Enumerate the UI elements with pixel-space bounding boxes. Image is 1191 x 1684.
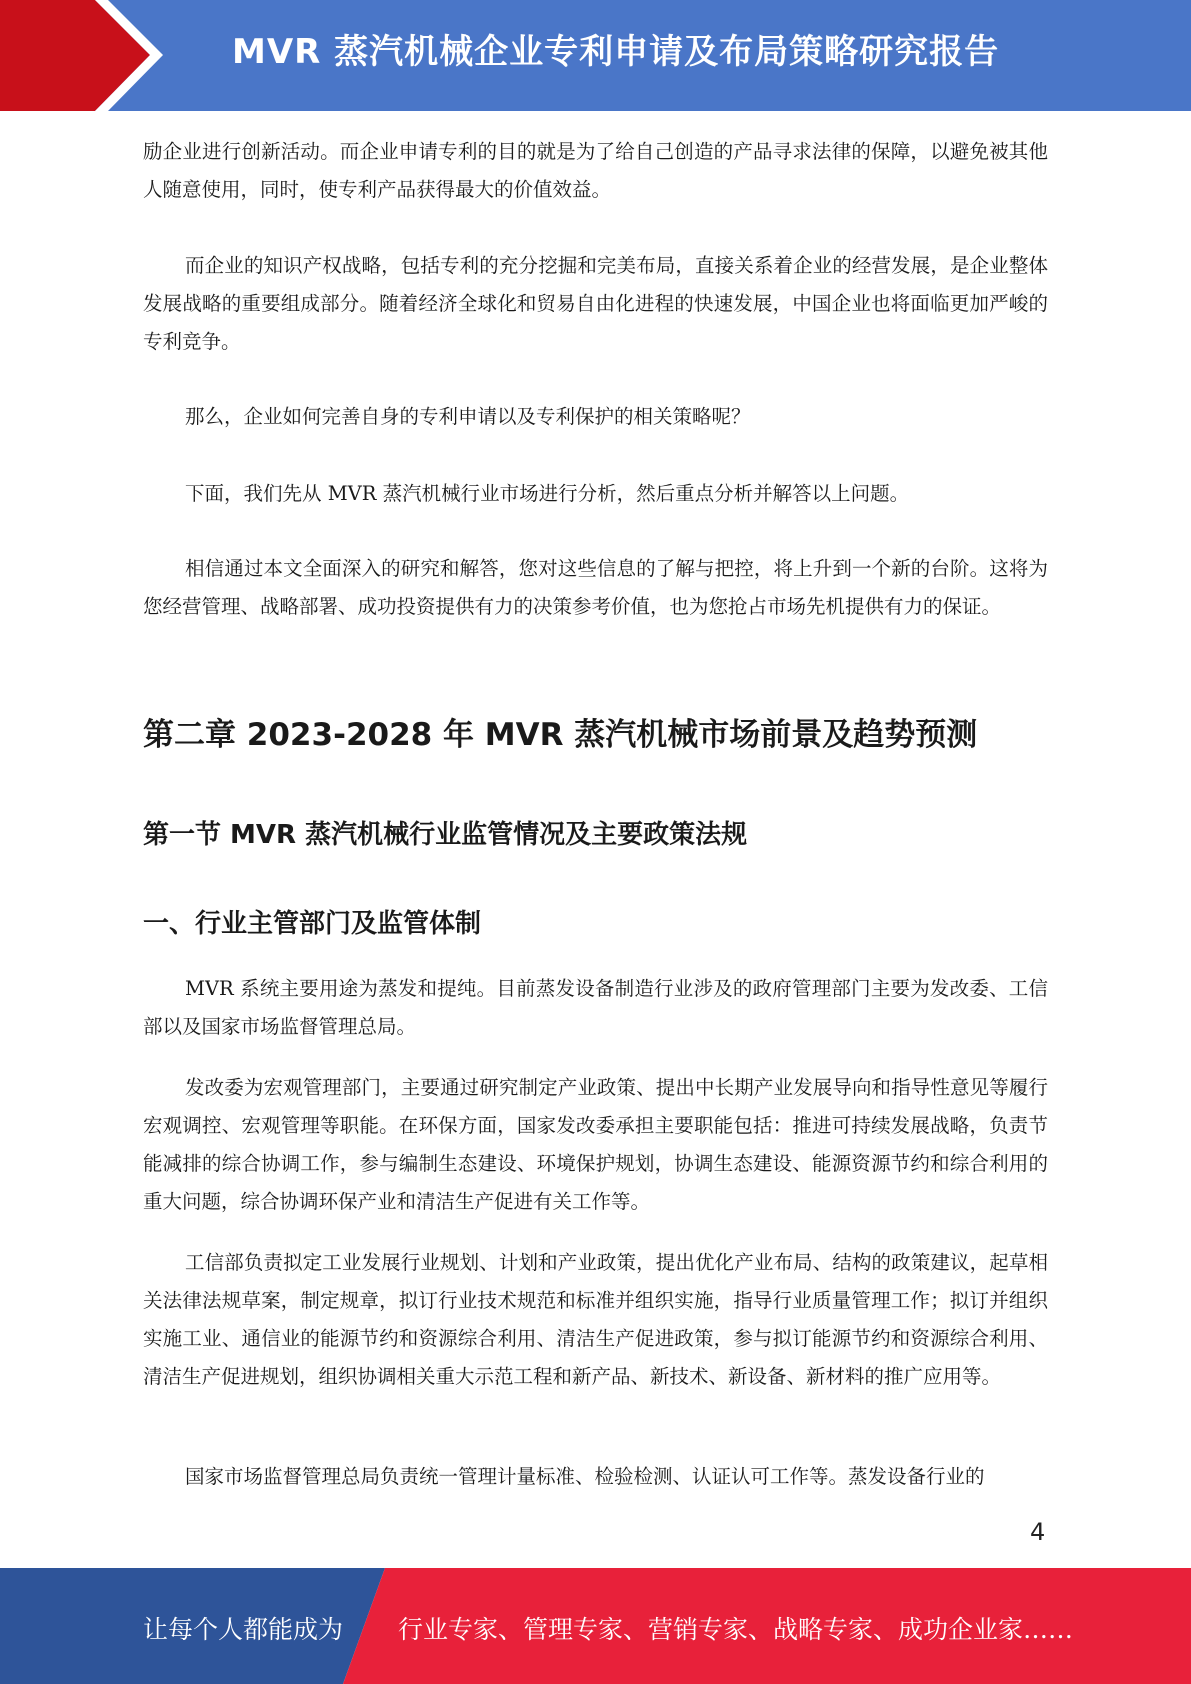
paragraph: 而企业的知识产权战略，包括专利的充分挖掘和完美布局，直接关系着企业的经营发展，是企业整体发展战略的重要组成部分。随着经济全球化和贸易自由化进程的快速发展，中国企业也将面临更加严峻的专利竞争。 [143,254,1048,353]
paragraph: 发改委为宏观管理部门，主要通过研究制定产业政策、提出中长期产业发展导向和指导性意见等履行宏观调控、宏观管理等职能。在环保方面，国家发改委承担主要职能包括：推进可持续发展战略，负责节能减排的综合协调工作，参与编制生态建设、环境保护规划，协调生态建设、能源资源节约和综合利用的重大问题，综合协调环保产业和清洁生产促进有关工作等。 [143,1076,1048,1213]
footer-slogan-right: 行业专家、管理专家、营销专家、战略专家、成功企业家…… [398,1615,1074,1644]
paragraph: 工信部负责拟定工业发展行业规划、计划和产业政策，提出优化产业布局、结构的政策建议，起草相关法律法规草案，制定规章，拟订行业技术规范和标准并组织实施，指导行业质量管理工作；拟订并组织实施工业、通信业的能源节约和资源综合利用、清洁生产促进政策，参与拟订能源节约和资源综合利用、清洁生产促进规划，组织协调相关重大示范工程和新产品、新技术、新设备、新材料的推广应用等。 [143,1251,1048,1388]
paragraph: 那么，企业如何完善自身的专利申请以及专利保护的相关策略呢？ [185,405,751,428]
chapter-heading: 第二章 2023-2028 年 MVR 蒸汽机械市场前景及趋势预测 [143,717,978,753]
paragraph: 相信通过本文全面深入的研究和解答，您对这些信息的了解与把控，将上升到一个新的台阶。这将为您经营管理、战略部署、成功投资提供有力的决策参考价值，也为您抢占市场先机提供有力的保证。 [143,557,1048,618]
section-heading: 第一节 MVR 蒸汽机械行业监管情况及主要政策法规 [143,820,748,850]
page-footer [0,1568,1191,1684]
paragraph: 国家市场监督管理总局负责统一管理计量标准、检验检测、认证认可工作等。蒸发设备行业的 [185,1465,985,1488]
footer-slogan-left: 让每个人都能成为 [143,1615,344,1644]
subsection-heading: 一、行业主管部门及监管体制 [143,909,482,939]
page-header [0,0,1191,111]
paragraph: 下面，我们先从 MVR 蒸汽机械行业市场进行分析，然后重点分析并解答以上问题。 [185,482,910,505]
report-title: MVR 蒸汽机械企业专利申请及布局策略研究报告 [232,32,1000,72]
paragraph: MVR 系统主要用途为蒸发和提纯。目前蒸发设备制造行业涉及的政府管理部门主要为发改委、工信部以及国家市场监督管理总局。 [143,977,1048,1038]
page-number: 4 [1030,1518,1046,1546]
paragraph: 励企业进行创新活动。而企业申请专利的目的就是为了给自己创造的产品寻求法律的保障，以避免被其他人随意使用，同时，使专利产品获得最大的价值效益。 [143,140,1048,201]
